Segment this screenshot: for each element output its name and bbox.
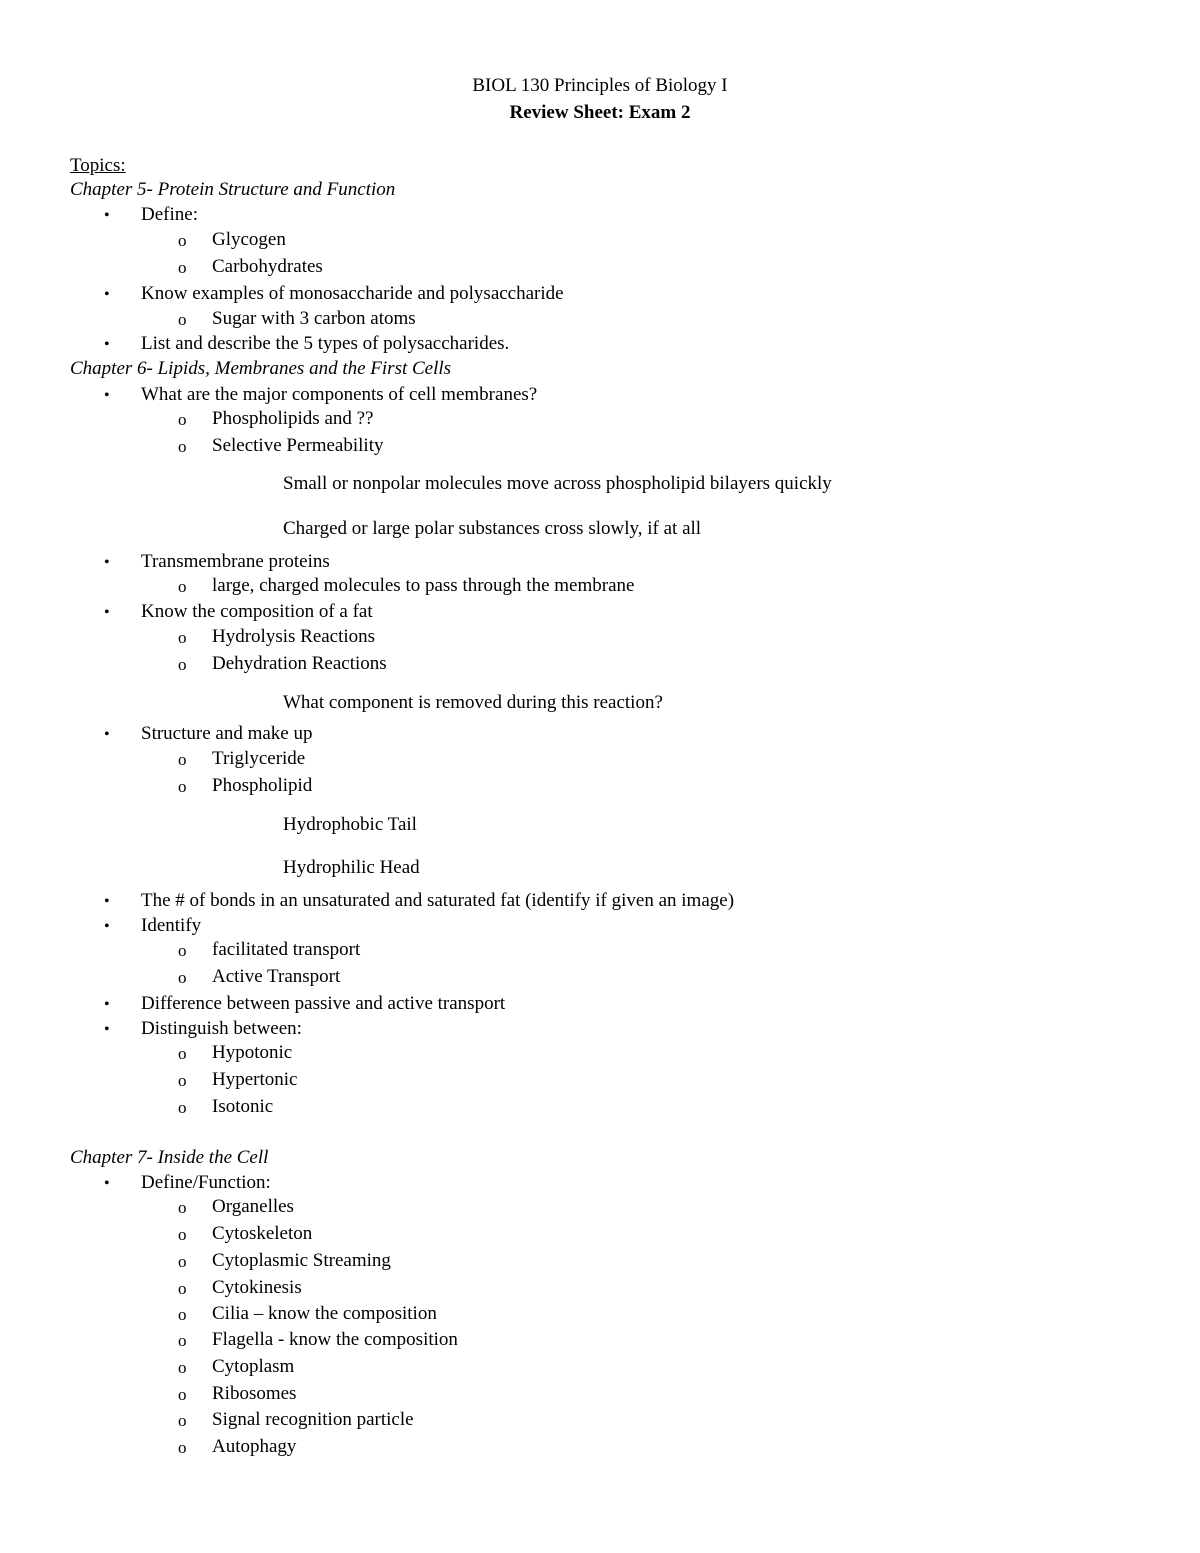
sub-bullet-marker: o (178, 1331, 187, 1350)
sub-bullet-marker: o (178, 1044, 187, 1063)
sub-bullet-marker: o (178, 437, 187, 456)
sub-list-item: Triglyceride (212, 748, 306, 769)
list-item: Distinguish between: (141, 1018, 302, 1039)
bullet-marker: • (104, 1175, 110, 1192)
sub-bullet-marker: o (178, 750, 187, 769)
sub-list-item: Isotonic (212, 1096, 274, 1117)
list-item: Difference between passive and active transport (141, 993, 506, 1014)
sub-list-item: Flagella - know the composition (212, 1329, 458, 1350)
sub-list-item: Organelles (212, 1196, 294, 1217)
sub-bullet-marker: o (178, 1385, 187, 1404)
sub-list-item: Phospholipids and ?? (212, 408, 374, 429)
sub-bullet-marker: o (178, 410, 187, 429)
sub-bullet-marker: o (178, 1438, 187, 1457)
chapter-heading: Chapter 5- Protein Structure and Function (70, 179, 396, 200)
sub-bullet-marker: o (178, 1358, 187, 1377)
sub-bullet-marker: o (178, 258, 187, 277)
indented-note: Hydrophilic Head (283, 857, 420, 878)
list-item: The # of bonds in an unsaturated and saturated fat (identify if given an image) (141, 890, 735, 911)
bullet-marker: • (104, 336, 110, 353)
page-subtitle: Review Sheet: Exam 2 (509, 102, 691, 123)
bullet-marker: • (104, 1021, 110, 1038)
list-item: Define: (141, 204, 198, 225)
sub-list-item: Signal recognition particle (212, 1409, 414, 1430)
sub-bullet-marker: o (178, 1279, 187, 1298)
sub-bullet-marker: o (178, 1305, 187, 1324)
sub-bullet-marker: o (178, 1198, 187, 1217)
list-item: Define/Function: (141, 1172, 271, 1193)
sub-list-item: Cilia – know the composition (212, 1303, 437, 1324)
sub-list-item: facilitated transport (212, 939, 361, 960)
list-item: Transmembrane proteins (141, 551, 330, 572)
sub-list-item: Hypertonic (212, 1069, 298, 1090)
bullet-marker: • (104, 604, 110, 621)
bullet-marker: • (104, 726, 110, 743)
sub-list-item: Carbohydrates (212, 256, 323, 277)
bullet-marker: • (104, 893, 110, 910)
sub-bullet-marker: o (178, 577, 187, 596)
sub-list-item: Cytoplasmic Streaming (212, 1250, 391, 1271)
list-item: Structure and make up (141, 723, 313, 744)
sub-bullet-marker: o (178, 628, 187, 647)
sub-bullet-marker: o (178, 941, 187, 960)
indented-note: Small or nonpolar molecules move across phospholipid bilayers quickly (283, 473, 832, 494)
sub-list-item: Cytoskeleton (212, 1223, 313, 1244)
sub-bullet-marker: o (178, 1252, 187, 1271)
sub-bullet-marker: o (178, 655, 187, 674)
topics-label: Topics: (70, 155, 126, 176)
sub-bullet-marker: o (178, 1098, 187, 1117)
chapter-heading: Chapter 6- Lipids, Membranes and the First Cells (70, 358, 452, 379)
sub-list-item: Phospholipid (212, 775, 313, 796)
bullet-marker: • (104, 554, 110, 571)
course-title: BIOL 130 Principles of Biology I (472, 75, 728, 96)
sub-list-item: Hypotonic (212, 1042, 293, 1063)
bullet-marker: • (104, 996, 110, 1013)
sub-bullet-marker: o (178, 310, 187, 329)
bullet-marker: • (104, 918, 110, 935)
indented-note: Charged or large polar substances cross slowly, if at all (283, 518, 702, 539)
sub-list-item: Dehydration Reactions (212, 653, 387, 674)
sub-list-item: Glycogen (212, 229, 286, 250)
list-item: What are the major components of cell membranes? (141, 384, 538, 405)
sub-list-item: Autophagy (212, 1436, 297, 1457)
list-item: Know the composition of a fat (141, 601, 373, 622)
bullet-marker: • (104, 207, 110, 224)
list-item: Identify (141, 915, 202, 936)
sub-bullet-marker: o (178, 1411, 187, 1430)
sub-bullet-marker: o (178, 968, 187, 987)
sub-list-item: Hydrolysis Reactions (212, 626, 376, 647)
indented-note: What component is removed during this reaction? (283, 692, 663, 713)
sub-list-item: Active Transport (212, 966, 341, 987)
sub-list-item: Cytoplasm (212, 1356, 295, 1377)
bullet-marker: • (104, 387, 110, 404)
list-item: List and describe the 5 types of polysaccharides. (141, 333, 510, 354)
indented-note: Hydrophobic Tail (283, 814, 417, 835)
list-item: Know examples of monosaccharide and polysaccharide (141, 283, 564, 304)
sub-bullet-marker: o (178, 1225, 187, 1244)
sub-list-item: large, charged molecules to pass through the membrane (212, 575, 635, 596)
sub-list-item: Ribosomes (212, 1383, 297, 1404)
bullet-marker: • (104, 286, 110, 303)
chapter-heading: Chapter 7- Inside the Cell (70, 1147, 269, 1168)
sub-bullet-marker: o (178, 777, 187, 796)
sub-bullet-marker: o (178, 231, 187, 250)
sub-list-item: Sugar with 3 carbon atoms (212, 308, 416, 329)
sub-list-item: Selective Permeability (212, 435, 384, 456)
sub-bullet-marker: o (178, 1071, 187, 1090)
sub-list-item: Cytokinesis (212, 1277, 302, 1298)
